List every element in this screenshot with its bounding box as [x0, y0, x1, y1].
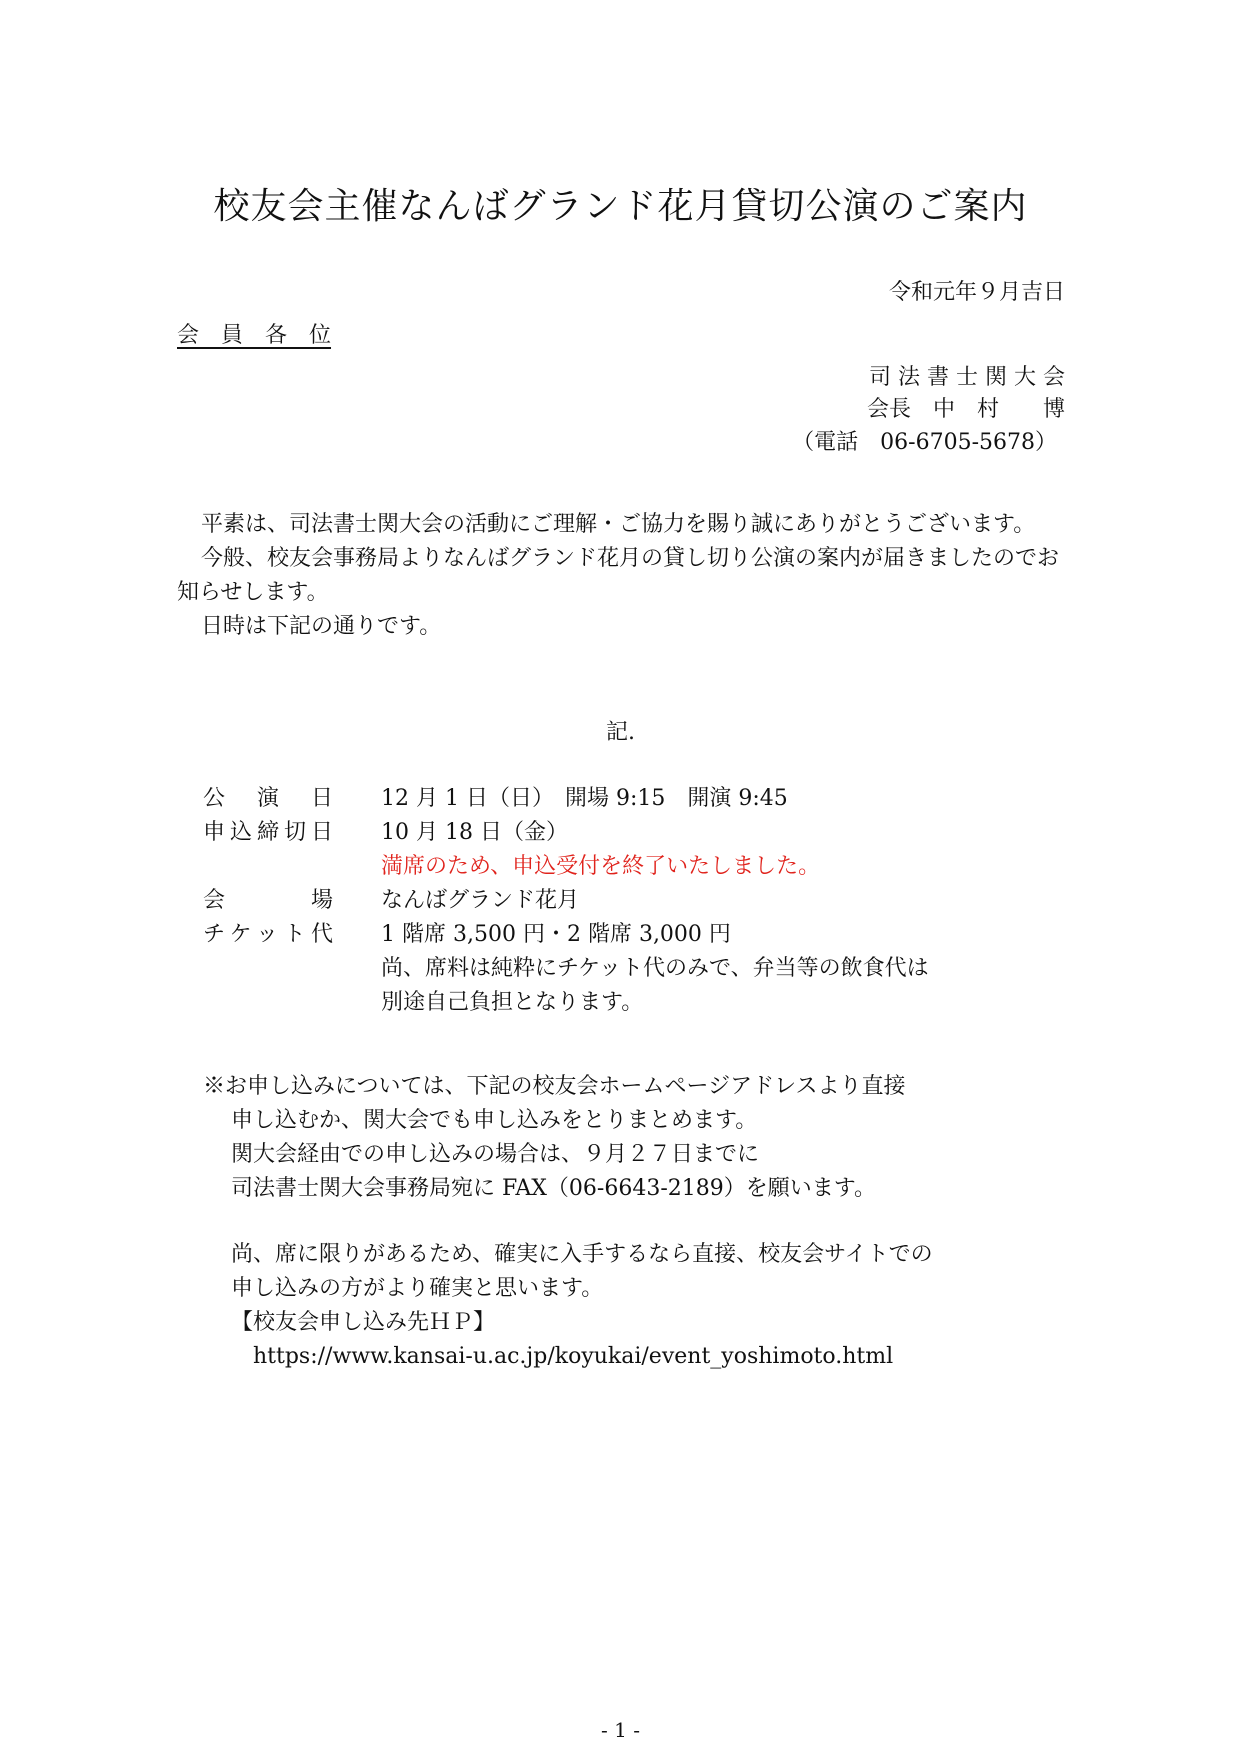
- application-url[interactable]: https://www.kansai-u.ac.jp/koyukai/event_yoshimoto.html: [253, 1344, 894, 1369]
- sender-person: 会長 中 村 博: [866, 397, 1065, 422]
- note-line: 尚、席に限りがあるため、確実に入手するなら直接、校友会サイトでの: [231, 1242, 933, 1267]
- ki-heading: 記.: [606, 720, 635, 745]
- sender-organization: 司 法 書 士 関 大 会: [869, 365, 1065, 390]
- sender-phone: （電話 06-6705-5678）: [792, 430, 1057, 455]
- hp-heading: 【校友会申し込み先ＨＰ】: [231, 1310, 496, 1335]
- detail-label: 申込締切日: [203, 820, 333, 845]
- spacer: [203, 1206, 933, 1238]
- note-line: ※お申し込みについては、下記の校友会ホームページアドレスより直接: [203, 1074, 906, 1099]
- sold-out-notice: 満席のため、申込受付を終了いたしました。: [381, 854, 821, 879]
- detail-label: 公演日: [203, 786, 333, 811]
- sender-block: [867, 362, 1065, 426]
- addressee: 会 員 各 位: [177, 323, 332, 348]
- page-title: 校友会主催なんばグランド花月貸切公演のご案内: [213, 186, 1028, 227]
- application-notes: [203, 1070, 933, 1374]
- paragraph: 日時は下記の通りです。: [201, 614, 442, 639]
- note-line: 司法書士関大会事務局宛に FAX（06-6643-2189）を願います。: [231, 1176, 876, 1201]
- detail-label: チケット代: [203, 922, 333, 947]
- detail-value: 10 月 18 日（金）: [381, 820, 568, 845]
- note-line: 申し込みの方がより確実と思います。: [231, 1276, 604, 1301]
- detail-value: 12 月 1 日（日） 開場 9:15 開演 9:45: [381, 786, 788, 811]
- detail-note: 尚、席料は純粋にチケット代のみで、弁当等の飲食代は: [381, 956, 929, 981]
- detail-value: なんばグランド花月: [381, 888, 580, 913]
- issue-date: 令和元年９月吉日: [888, 280, 1065, 305]
- intro-paragraphs: [177, 508, 1067, 644]
- page-number: - 1 -: [601, 1718, 640, 1742]
- paragraph: 今般、校友会事務局よりなんばグランド花月の貸し切り公演の案内が届きましたのでお知らせします。: [177, 546, 1060, 605]
- detail-value: 1 階席 3,500 円・2 階席 3,000 円: [381, 922, 731, 947]
- note-line: 申し込むか、関大会でも申し込みをとりまとめます。: [231, 1108, 758, 1133]
- detail-note: 別途自己負担となります。: [381, 990, 644, 1015]
- paragraph: 平素は、司法書士関大会の活動にご理解・ご協力を賜り誠にありがとうございます。: [201, 512, 1036, 537]
- note-line: 関大会経由での申し込みの場合は、９月２７日までに: [231, 1142, 760, 1167]
- detail-label: 会場: [203, 888, 333, 913]
